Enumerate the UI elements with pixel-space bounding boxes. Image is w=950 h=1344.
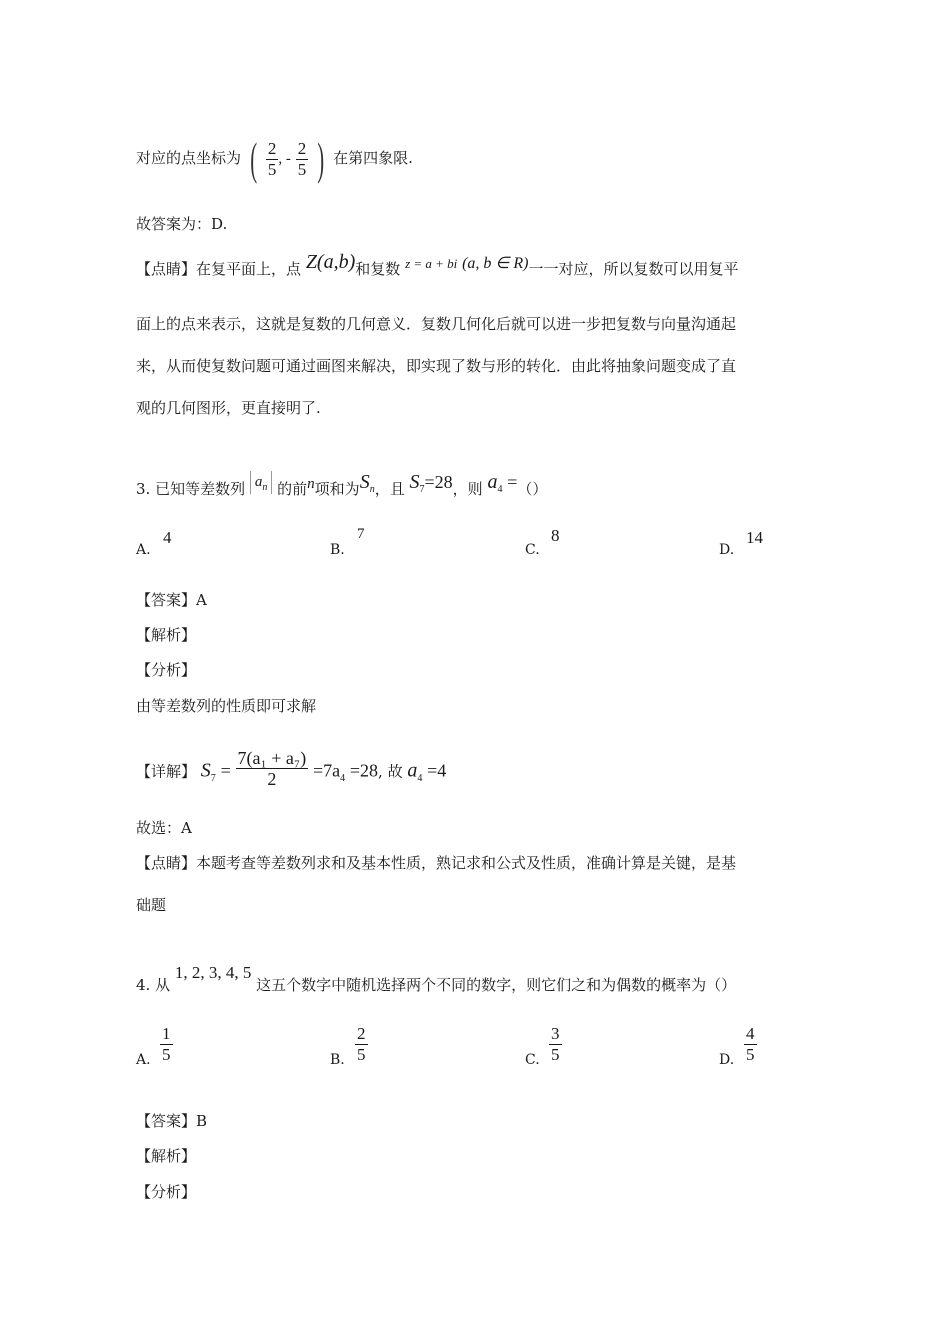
text: 3. 已知等差数列 xyxy=(136,480,246,498)
numerator: 1 xyxy=(162,1024,171,1043)
q4-option-value-d xyxy=(744,1024,757,1065)
q4-stem xyxy=(136,963,737,995)
q4-option-label-b: B. xyxy=(330,1052,345,1068)
q4-answer: 【答案】B xyxy=(136,1112,208,1130)
q3-answer: 【答案】A xyxy=(136,591,207,609)
symbol: a xyxy=(254,474,263,490)
right-paren: ) xyxy=(317,133,325,184)
denominator: 2 xyxy=(236,768,309,789)
value: =4 xyxy=(427,760,447,781)
numerator: 4 xyxy=(746,1024,755,1043)
left-paren: ( xyxy=(250,133,257,184)
denominator: 5 xyxy=(267,159,277,179)
numerator: 2 xyxy=(267,138,277,158)
prev-note-line4: 观的几何图形，更直接明了. xyxy=(136,399,321,417)
numerator: 7(a₁ + a₇) xyxy=(237,748,307,768)
prev-note-line3: 来，从而使复数问题可通过画图来解决，即实现了数与形的转化．由此将抽象问题变成了直 xyxy=(136,357,737,375)
complex-z: z = a + bi xyxy=(405,256,458,271)
denominator: 5 xyxy=(297,159,307,179)
fraction-b xyxy=(296,139,309,180)
text: 在第四象限. xyxy=(333,149,413,167)
text: ，则 xyxy=(452,480,483,498)
symbol: n xyxy=(307,476,315,492)
q4-fenxi: 【分析】 xyxy=(136,1183,197,1201)
sequence-brace xyxy=(250,471,273,494)
q3-detail xyxy=(136,748,447,793)
text: 这五个数字中随机选择两个不同的数字，则它们之和为偶数的概率为（） xyxy=(256,976,737,994)
prev-note-line2: 面上的点来表示，这就是复数的几何意义．复数几何化后就可以进一步把复数与向量沟通起 xyxy=(136,315,737,333)
q3-option-value-b: 7 xyxy=(357,526,365,542)
detail-tag: 【详解】 xyxy=(136,762,197,781)
symbol: a xyxy=(407,759,418,782)
q3-option-label-c: C. xyxy=(525,542,540,558)
q4-option-label-a: A. xyxy=(136,1052,151,1068)
subscript: 4 xyxy=(340,772,346,784)
separator: , - xyxy=(278,151,291,167)
denominator: 5 xyxy=(746,1045,755,1064)
symbol: S xyxy=(359,471,370,493)
text: （） xyxy=(517,480,548,498)
q3-note-line1 xyxy=(136,853,736,873)
subscript: n xyxy=(262,482,268,493)
text: 和复数 xyxy=(355,260,401,278)
q4-option-label-c: C. xyxy=(525,1052,540,1068)
q4-option-value-c xyxy=(549,1024,562,1065)
text: 4. 从 xyxy=(136,976,171,994)
symbol: S xyxy=(200,759,211,782)
detail-fraction xyxy=(236,748,309,789)
numerator: 2 xyxy=(297,138,307,158)
prev-answer: 故答案为：D. xyxy=(136,215,228,233)
denominator: 5 xyxy=(162,1045,171,1064)
denominator: 5 xyxy=(357,1045,366,1064)
subscript: 7 xyxy=(210,772,216,784)
text: , 故 xyxy=(378,762,403,781)
note-tag: 【点睛】 xyxy=(136,854,197,872)
text: 项和为 xyxy=(314,480,360,498)
q3-option-label-a: A. xyxy=(136,542,151,558)
text: 本题考查等差数列求和及基本性质，熟记求和公式及性质，准确计算是关键，是基 xyxy=(196,854,737,872)
subscript: 4 xyxy=(497,484,503,495)
value: =7a xyxy=(312,760,341,781)
fraction-a xyxy=(266,139,279,180)
prev-note-line1 xyxy=(136,251,739,280)
text: 的前 xyxy=(277,480,308,498)
q3-option-label-b: B. xyxy=(330,542,345,558)
value: =28 xyxy=(424,472,453,492)
q4-option-label-d: D. xyxy=(719,1052,735,1068)
symbol: a xyxy=(487,471,498,493)
q3-choose: 故选：A xyxy=(136,819,192,837)
q4-option-value-a xyxy=(160,1024,173,1065)
point-Z: Z(a,b) xyxy=(305,251,356,273)
condition: (a, b ∈ R) xyxy=(462,255,529,272)
q3-option-value-d: 14 xyxy=(746,528,763,547)
equals: = xyxy=(507,472,518,492)
numerator: 2 xyxy=(357,1024,366,1043)
numerator: 3 xyxy=(551,1024,560,1043)
denominator: 5 xyxy=(551,1045,560,1064)
q3-stem xyxy=(136,471,548,502)
q3-option-label-d: D. xyxy=(719,542,735,558)
coordinate-line xyxy=(136,133,413,184)
text: 在复平面上，点 xyxy=(196,260,302,278)
subscript: 4 xyxy=(417,772,423,784)
q3-analysis: 【解析】 xyxy=(136,626,197,644)
q4-analysis: 【解析】 xyxy=(136,1147,197,1165)
subscript: 7 xyxy=(419,484,425,495)
q3-fenxi-text: 由等差数列的性质即可求解 xyxy=(136,697,317,715)
q3-fenxi: 【分析】 xyxy=(136,661,197,679)
text: 对应的点坐标为 xyxy=(136,149,242,167)
note-tag: 【点睛】 xyxy=(136,260,197,278)
subscript: n xyxy=(369,484,375,495)
q3-option-value-a: 4 xyxy=(163,528,172,547)
symbol: S xyxy=(409,471,420,493)
q3-option-value-c: 8 xyxy=(551,526,560,545)
q3-note-line2: 础题 xyxy=(136,896,167,914)
value: =28 xyxy=(349,760,379,781)
q4-option-value-b xyxy=(355,1024,368,1065)
text: 一一对应，所以复数可以用复平 xyxy=(528,260,739,278)
digits: 1, 2, 3, 4, 5 xyxy=(174,963,252,982)
equals: = xyxy=(220,760,231,781)
text: ，且 xyxy=(374,480,405,498)
